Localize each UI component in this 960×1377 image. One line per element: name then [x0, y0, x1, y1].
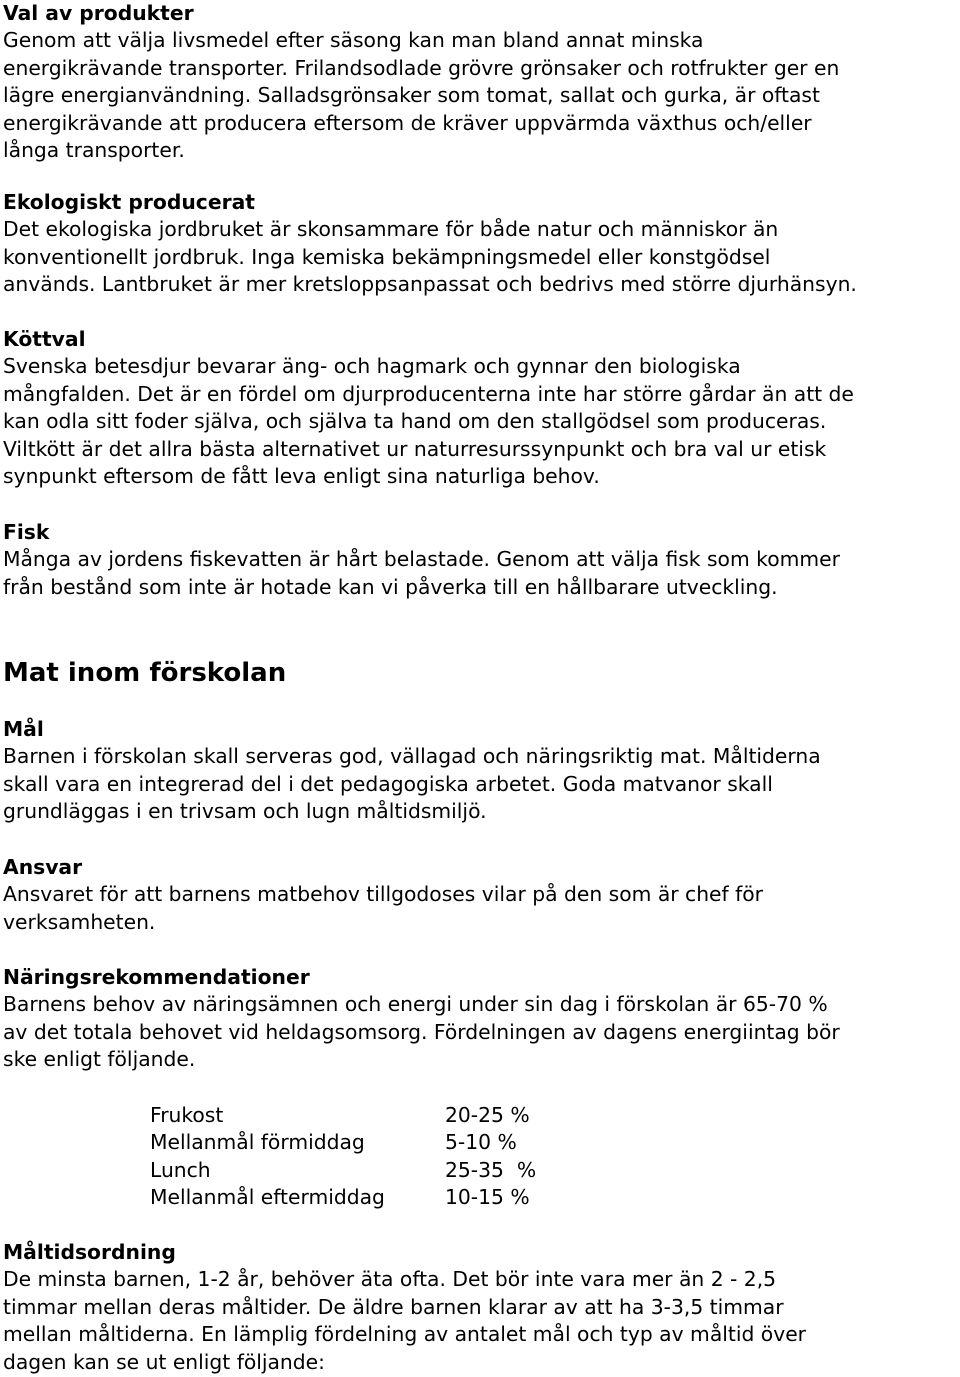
- section-heading: Mål: [3, 717, 44, 741]
- section-ekologiskt-producerat: [3, 189, 960, 299]
- paragraph-line: dagen kan se ut enligt följande:: [3, 1349, 325, 1374]
- paragraph-line: från bestånd som inte är hotade kan vi påverka till en hållbarare utveckling.: [3, 574, 778, 599]
- paragraph-line: De minsta barnen, 1-2 år, behöver äta ofta. Det bör inte vara mer än 2 - 2,5: [3, 1267, 777, 1292]
- section-heading: Fisk: [3, 520, 50, 544]
- energy-share: 10-15 %: [445, 1185, 530, 1210]
- paragraph-line: skall vara en integrerad del i det pedagogiska arbetet. Goda matvanor skall: [3, 771, 773, 796]
- meal-name: Lunch: [150, 1157, 211, 1182]
- energy-share: 5-10 %: [445, 1130, 517, 1155]
- section-ansvar: [3, 854, 960, 936]
- paragraph-line: grundläggas i en trivsam och lugn måltidsmiljö.: [3, 799, 487, 824]
- section-val-av-produkter: [3, 0, 960, 164]
- paragraph-line: av det totala behovet vid heldagsomsorg. Fördelningen av dagens energiintag bör: [3, 1019, 840, 1044]
- section-kottval: [3, 326, 960, 490]
- meal-name: Frukost: [150, 1103, 224, 1127]
- section-fisk: [3, 519, 960, 601]
- paragraph-line: långa transporter.: [3, 138, 185, 163]
- paragraph-line: används. Lantbruket är mer kretsloppsanpassat och bedrivs med större djurhänsyn.: [3, 272, 857, 297]
- paragraph-line: Det ekologiska jordbruket är skonsammare för både natur och människor än: [3, 217, 779, 242]
- section-maltidsordning: [3, 1239, 960, 1376]
- section-naringsrekommendationer: [3, 964, 960, 1074]
- paragraph-line: synpunkt eftersom de fått leva enligt sina naturliga behov.: [3, 464, 600, 489]
- section-heading: Val av produkter: [3, 1, 194, 25]
- paragraph-line: Svenska betesdjur bevarar äng- och hagmark och gynnar den biologiska: [3, 354, 741, 379]
- paragraph-line: Barnens behov av näringsämnen och energi under sin dag i förskolan är 65-70 %: [3, 992, 828, 1017]
- energy-share: 20-25 %: [445, 1103, 530, 1127]
- paragraph-line: energikrävande transporter. Frilandsodlade grövre grönsaker och rotfrukter ger en: [3, 55, 840, 80]
- section-mal: [3, 716, 960, 826]
- paragraph-line: ske enligt följande.: [3, 1047, 196, 1072]
- section-heading: Köttval: [3, 327, 86, 351]
- section-heading: Ansvar: [3, 855, 83, 879]
- paragraph-line: lägre energianvändning. Salladsgrönsaker som tomat, sallat och gurka, är oftast: [3, 83, 820, 108]
- section-heading: Näringsrekommendationer: [3, 965, 310, 989]
- paragraph-line: Många av jordens fiskevatten är hårt belastade. Genom att välja fisk som kommer: [3, 547, 840, 572]
- energy-share: 25-35 %: [445, 1157, 537, 1182]
- paragraph-line: verksamheten.: [3, 909, 156, 934]
- paragraph-line: mångfalden. Det är en fördel om djurproducenterna inte har större gårdar än att de: [3, 381, 854, 406]
- meal-name: Mellanmål eftermiddag: [150, 1185, 385, 1210]
- paragraph-line: Genom att välja livsmedel efter säsong kan man bland annat minska: [3, 28, 704, 53]
- paragraph-line: Viltkött är det allra bästa alternativet ur naturresurssynpunkt och bra val ur etisk: [3, 436, 827, 461]
- section-heading: Ekologiskt producerat: [3, 190, 255, 214]
- paragraph-line: konventionellt jordbruk. Inga kemiska bekämpningsmedel eller konstgödsel: [3, 244, 771, 269]
- section-heading: Måltidsordning: [3, 1240, 176, 1264]
- paragraph-line: timmar mellan deras måltider. De äldre barnen klarar av att ha 3-3,5 timmar: [3, 1294, 784, 1319]
- meal-name: Mellanmål förmiddag: [150, 1130, 365, 1155]
- paragraph-line: Barnen i förskolan skall serveras god, vällagad och näringsriktig mat. Måltiderna: [3, 744, 821, 769]
- paragraph-line: Ansvaret för att barnens matbehov tillgodoses vilar på den som är chef för: [3, 882, 764, 907]
- paragraph-line: mellan måltiderna. En lämplig fördelning av antalet mål och typ av måltid över: [3, 1322, 807, 1347]
- chapter-title: Mat inom förskolan: [3, 658, 287, 688]
- paragraph-line: kan odla sitt foder själva, och själva ta hand om den stallgödsel som produceras.: [3, 409, 827, 434]
- paragraph-line: energikrävande att producera eftersom de kräver uppvärmda växthus och/eller: [3, 110, 812, 135]
